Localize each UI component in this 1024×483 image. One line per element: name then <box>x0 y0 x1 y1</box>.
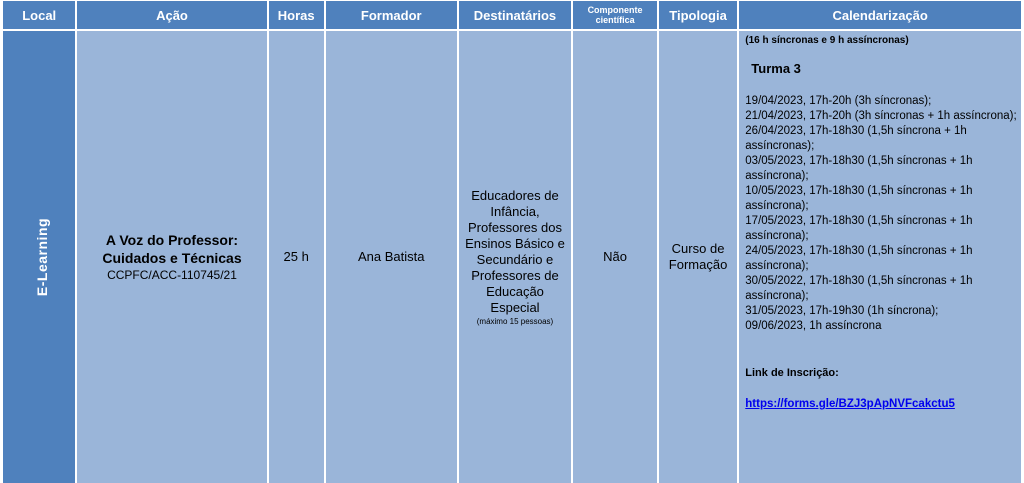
table-row <box>3 31 1021 483</box>
session-item: 30/05/2022, 17h-18h30 (1,5h síncronas + 1h assíncrona); <box>745 275 973 302</box>
session-item: 24/05/2023, 17h-18h30 (1,5h síncronas + 1h assíncrona); <box>745 245 973 272</box>
cell-local <box>3 31 75 483</box>
destinatarios-note: (máximo 15 pessoas) <box>476 316 554 326</box>
cal-turma: Turma 3 <box>751 61 801 76</box>
acao-code: CCPFC/ACC-110745/21 <box>107 268 237 282</box>
cell-horas: 25 h <box>269 31 324 483</box>
cell-destinatarios <box>459 31 572 483</box>
local-label: E-Learning <box>34 217 51 296</box>
session-item: 31/05/2023, 17h-19h30 (1h síncrona); <box>745 305 939 317</box>
destinatarios-text: Educadores de Infância, Professores dos Ensinos Básico e Secundário e Professores de Educação Especial <box>465 187 565 315</box>
link-label: Link de Inscrição: <box>745 367 839 379</box>
header-componente: Componente científica <box>573 1 656 31</box>
session-item: 26/04/2023, 17h-18h30 (1,5h síncrona + 1h assíncronas); <box>745 125 967 152</box>
header-formador: Formador <box>326 1 457 31</box>
cell-tipologia: Curso de Formação <box>659 31 737 483</box>
header-horas: Horas <box>269 1 324 31</box>
header-tipologia: Tipologia <box>659 1 737 31</box>
session-item: 10/05/2023, 17h-18h30 (1,5h síncronas + 1h assíncrona); <box>745 185 973 212</box>
cell-calendarizacao <box>739 31 1021 483</box>
cell-acao <box>77 31 266 483</box>
session-list <box>745 94 1017 334</box>
session-item: 17/05/2023, 17h-18h30 (1,5h síncronas + 1h assíncrona); <box>745 215 973 242</box>
header-acao: Ação <box>77 1 266 31</box>
session-item: 09/06/2023, 1h assíncrona <box>745 320 882 332</box>
header-row <box>3 1 1021 31</box>
acao-title: A Voz do Professor: Cuidados e Técnicas <box>102 232 242 266</box>
header-destinatarios: Destinatários <box>459 1 572 31</box>
session-item: 21/04/2023, 17h-20h (3h síncronas + 1h assíncrona); <box>745 110 1017 122</box>
session-item: 19/04/2023, 17h-20h (3h síncronas); <box>745 95 932 107</box>
header-local: Local <box>3 1 75 31</box>
course-table <box>1 1 1023 483</box>
registration-link[interactable]: https://forms.gle/BZJ3pApNVFcakctu5 <box>745 398 955 410</box>
cell-formador: Ana Batista <box>326 31 457 483</box>
header-calendarizacao: Calendarização <box>739 1 1021 31</box>
session-item: 03/05/2023, 17h-18h30 (1,5h síncronas + 1h assíncrona); <box>745 155 973 182</box>
cal-summary: (16 h síncronas e 9 h assíncronas) <box>745 35 909 46</box>
cell-componente: Não <box>573 31 656 483</box>
